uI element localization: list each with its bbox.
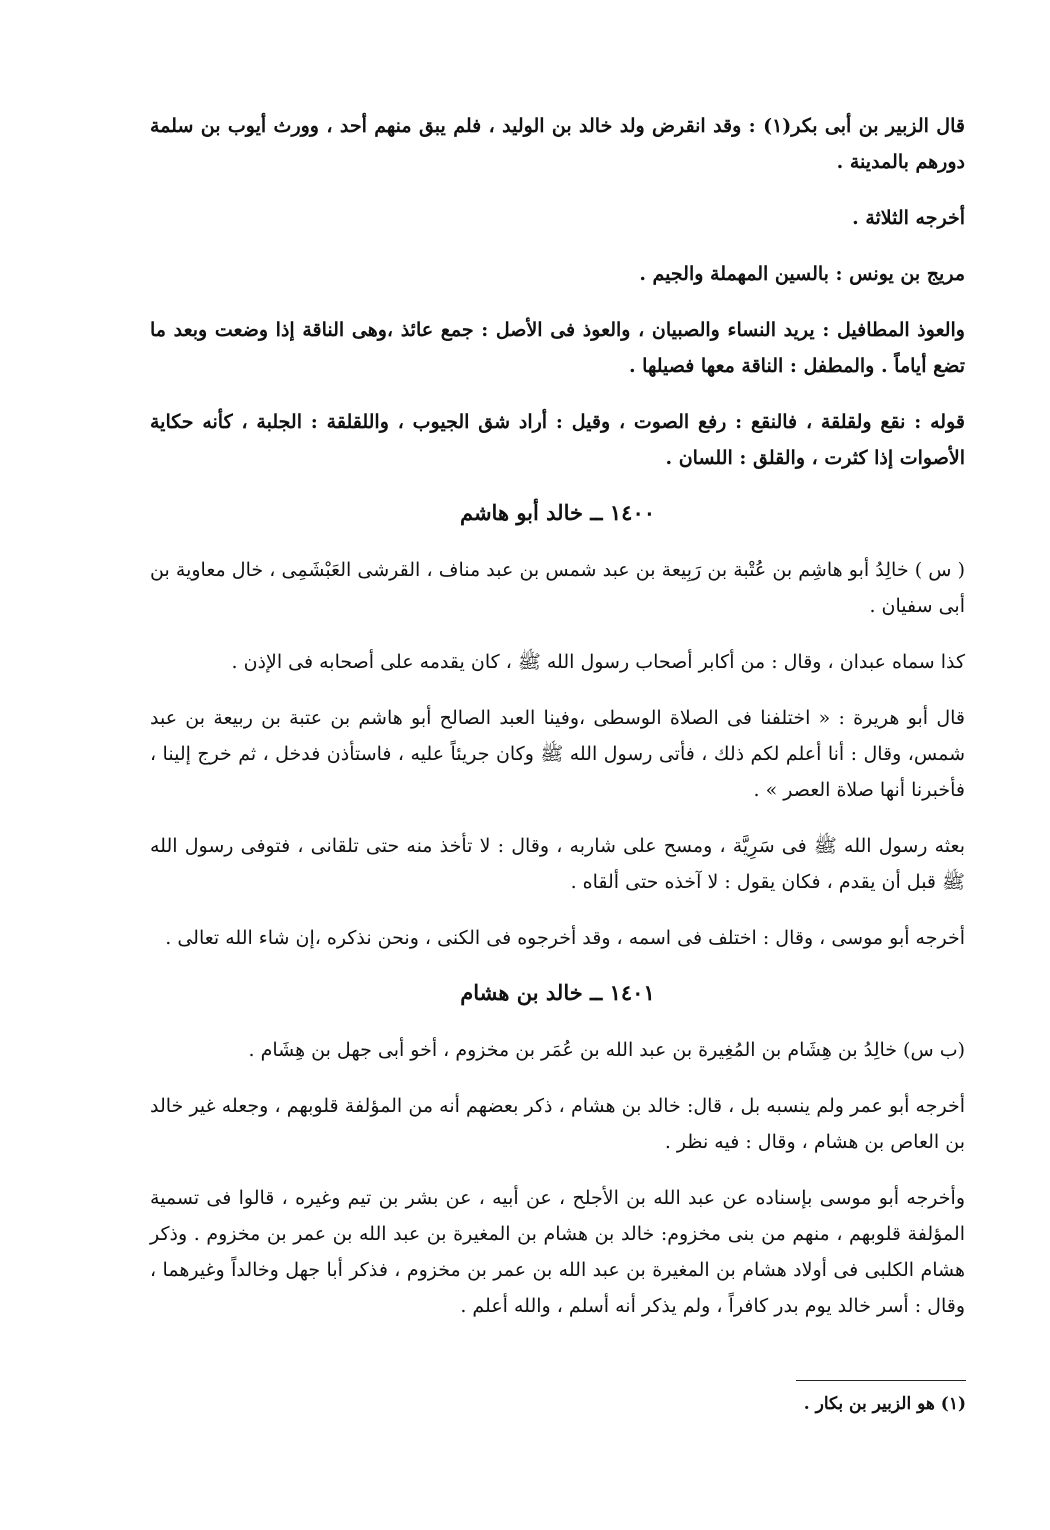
paragraph-1400-sariyya: بعثه رسول الله ﷺ فى سَرِيَّة ، ومسح على شاربه ، وقال : لا تأخذ منه حتى تلقانى ، فتوفى رسول الله ﷺ قبل أن يقدم ، فكان يقول : لا آخذه حتى ألقاه . xyxy=(150,835,965,893)
paragraph-naqa: قوله : نقع ولقلقة ، فالنقع : رفع الصوت ، وقيل : أراد شق الجيوب ، واللقلقة : الجلبة ، كأنه حكاية الأصوات إذا كثرت ، والقلق : اللسان . xyxy=(150,411,965,469)
entry-heading-1401: ١٤٠١ ــ خالد بن هشام xyxy=(460,980,655,1005)
paragraph-1400-abu-musa: أخرجه أبو موسى ، وقال : اختلف فى اسمه ، وقد أخرجوه فى الكنى ، ونحن نذكره ،إن شاء الله تعالى . xyxy=(165,927,965,949)
paragraph-1401-abu-musa: وأخرجه أبو موسى بإسناده عن عبد الله بن الأجلح ، عن أبيه ، عن بشر بن تيم وغيره ، قالوا فى تسمية المؤلفة قلوبهم ، منهم من بنى مخزوم: خالد بن هشام بن المغيرة بن عبد الله بن عمر بن مخزوم . وذكر هشام الكلبى فى أولاد هشام بن المغيرة بن عبد الله بن عمر بن مخزوم ، فذكر أبا جهل وخالداً وغيرهما ، وقال : أسر خالد يوم بدر كافراً ، ولم يذكر أنه أسلم ، والله أعلم . xyxy=(150,1187,965,1317)
paragraph-muraij: مريج بن يونس : بالسين المهملة والجيم . xyxy=(639,263,965,285)
paragraph-zubair: قال الزبير بن أبى بكر(١) : وقد انقرض ولد خالد بن الوليد ، فلم يبق منهم أحد ، وورث أيوب بن سلمة دورهم بالمدينة . xyxy=(150,115,965,173)
entry-heading-1400: ١٤٠٠ ــ خالد أبو هاشم xyxy=(459,500,656,525)
paragraph-awdh: والعوذ المطافيل : يريد النساء والصبيان ، والعوذ فى الأصل : جمع عائذ ،وهى الناقة إذا وضعت وبعد ما تضع أياماً . والمطفل : الناقة معها فصيلها . xyxy=(150,319,965,377)
paragraph-1400-abdan: كذا سماه عبدان ، وقال : من أكابر أصحاب رسول الله ﷺ ، كان يقدمه على أصحابه فى الإذن . xyxy=(231,651,965,673)
page-body xyxy=(150,108,965,1344)
paragraph-1401-intro: (ب س) خالِدُ بن هِشَام بن المُغِيرة بن عبد الله بن عُمَر بن مخزوم ، أخو أبى جهل بن هِشَام . xyxy=(248,1039,965,1061)
paragraph-1401-abu-umar: أخرجه أبو عمر ولم ينسبه بل ، قال: خالد بن هشام ، ذكر بعضهم أنه من المؤلفة قلوبهم ، وجعله غير خالد بن العاص بن هشام ، وقال : فيه نظر . xyxy=(150,1095,965,1153)
footnote-divider xyxy=(796,1380,966,1381)
paragraph-1400-intro: ( س ) خالِدُ أبو هاشِم بن عُتْبة بن رَبِيعة بن عبد شمس بن عبد مناف ، القرشى العَبْشَمِى ، خال معاوية بن أبى سفيان . xyxy=(150,559,965,617)
paragraph-takhrij: أخرجه الثلاثة . xyxy=(852,207,965,229)
footnote: (١) هو الزبير بن بكار . xyxy=(803,1394,966,1414)
paragraph-1400-hurayra: قال أبو هريرة : « اختلفنا فى الصلاة الوسطى ،وفينا العبد الصالح أبو هاشم بن عتبة بن ربيعة بن عبد شمس، وقال : أنا أعلم لكم ذلك ، فأتى رسول الله ﷺ وكان جريئاً عليه ، فاستأذن فدخل ، ثم خرج إلينا ، فأخبرنا أنها صلاة العصر » . xyxy=(150,707,965,801)
